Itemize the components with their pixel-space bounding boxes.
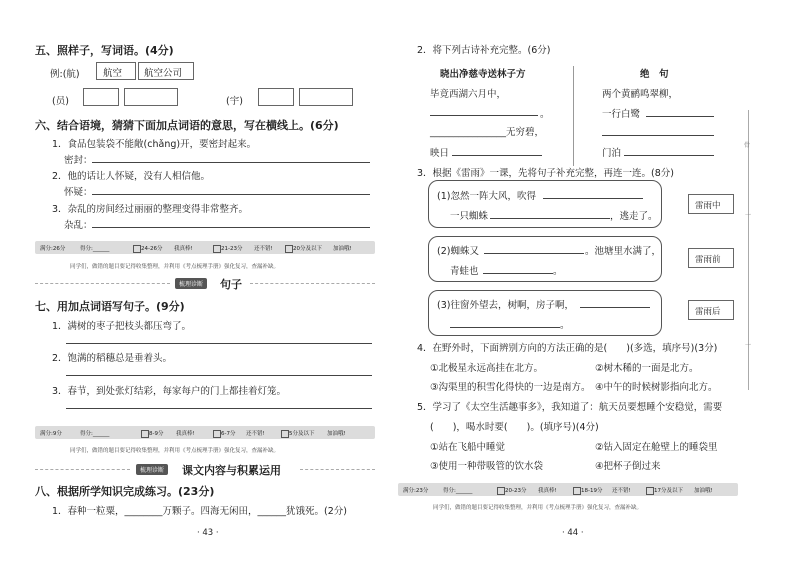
q8-item-1: 1．春种一粒粟，________万颗子。四海无闲田，______犹饿死。(2分) xyxy=(52,506,348,517)
q3-item-1-blank-2[interactable] xyxy=(490,218,610,219)
score-bar-1-opt-1-text: 我真棒! xyxy=(174,246,193,252)
q7-item-3: 3．春节，到处张灯结彩，每家每户的门上都挂着灯笼。 xyxy=(52,386,287,397)
spine-mark-1: 骨 xyxy=(744,142,751,149)
q5-answer-box-1[interactable] xyxy=(83,88,119,106)
score-bar-3-opt-3-text: 加油哦! xyxy=(694,488,713,494)
score-bar-2-check-3[interactable] xyxy=(281,430,289,438)
q7-item-1-answer-line[interactable] xyxy=(66,343,372,344)
banner-1-right-rule xyxy=(250,283,375,284)
banner-2-right-rule xyxy=(300,469,375,470)
right-page-number: · 44 · xyxy=(562,528,584,538)
q5r-opt-3: ③使用一种带吸管的饮水袋 xyxy=(430,461,544,472)
q5-char-2: (宇) xyxy=(226,96,243,107)
q3-item-3-line-2-end: 。 xyxy=(560,320,570,331)
q4-opt-1: ①北极星永远高挂在北方。 xyxy=(430,363,544,374)
score-bar-3-opt-2-text: 还不错! xyxy=(612,488,631,494)
poem-divider xyxy=(573,66,574,166)
banner-2-title: 课文内容与积累运用 xyxy=(182,464,281,477)
q4-opt-4: ④中午的时候树影指向北方。 xyxy=(595,382,718,393)
q5-char-1: (员) xyxy=(52,96,69,107)
q3-option-1: 雷雨中 xyxy=(695,201,721,211)
score-bar-1-check-3[interactable] xyxy=(285,245,293,253)
left-page-number: · 43 · xyxy=(197,528,219,538)
score-bar-1-score: 得分:______ xyxy=(80,246,110,252)
spine-mark-2: 一 xyxy=(745,212,752,219)
poem-2-line-2: 一行白鹭 xyxy=(602,109,641,120)
q7-title: 七、用加点词语写句子。(9分) xyxy=(35,300,185,313)
q3-title: 3．根据《雷雨》一课，先将句子补充完整，再连一连。(8分) xyxy=(417,168,675,179)
poem-1-line-4: 映日 xyxy=(430,148,450,159)
score-bar-1-check-1[interactable] xyxy=(133,245,141,253)
score-bar-2-opt-3: 5分及以下 xyxy=(289,431,315,437)
score-bar-2-check-1[interactable] xyxy=(141,430,149,438)
q3-option-3-box[interactable] xyxy=(688,300,734,320)
q3-item-2-blank-2[interactable] xyxy=(483,273,553,274)
q3-option-2: 雷雨前 xyxy=(695,255,721,265)
q3-option-2-box[interactable] xyxy=(688,248,734,268)
q8-title: 八、根据所学知识完成练习。(23分) xyxy=(35,485,215,498)
poem-2-line-4: 门泊 xyxy=(602,148,622,159)
q2-title: 2．将下列古诗补充完整。(6分) xyxy=(417,45,551,56)
banner-2-tag: 梳理诊断 xyxy=(136,464,168,475)
poem-2-title: 绝 句 xyxy=(640,69,669,80)
q6-item-1-answer-line[interactable] xyxy=(92,162,370,163)
q5r-opt-4: ④把杯子倒过来 xyxy=(595,461,661,472)
score-bar-2-opt-2-text: 还不错! xyxy=(246,431,265,437)
q5r-title-2: ( )，喝水时要( )。(填序号)(4分) xyxy=(430,422,599,433)
banner-1-left-rule xyxy=(35,283,170,284)
score-bar-2-score: 得分:______ xyxy=(80,431,110,437)
q5-answer-box-3[interactable] xyxy=(258,88,294,106)
q3-item-1-blank-1[interactable] xyxy=(543,198,643,199)
score-bar-3-opt-2: 18-19分 xyxy=(581,488,603,494)
score-bar-2-opt-1: 8-9分 xyxy=(149,431,164,437)
q3-item-2-line-2: 青蛙也 xyxy=(450,266,479,277)
q5-title: 五、照样子，写词语。(4分) xyxy=(35,44,174,57)
poem-1-line-2-blank[interactable] xyxy=(430,115,538,116)
score-bar-2-opt-1-text: 我真棒! xyxy=(176,431,195,437)
q3-item-2-line-2-end: 。 xyxy=(553,266,563,277)
q6-item-1-label: 密封： xyxy=(64,155,93,166)
q4-opt-3: ③沟渠里的积雪化得快的一边是南方。 xyxy=(430,382,591,393)
score-bar-3-opt-3: 17分及以下 xyxy=(654,488,683,494)
score-bar-3-check-1[interactable] xyxy=(497,487,505,495)
q3-item-1-line-1: (1)忽然一阵大风，吹得 xyxy=(437,191,536,202)
q6-item-2-sentence: 2．他的话让人怀疑，没有人相信他。 xyxy=(52,171,211,182)
poem-2-line-2-blank[interactable] xyxy=(646,116,714,117)
poem-2-line-3-blank[interactable] xyxy=(602,135,714,136)
q5-example-word-1: 航空 xyxy=(103,68,123,79)
q3-item-2-line-1-end: 。池塘里水满了， xyxy=(585,246,662,257)
score-bar-2-check-2[interactable] xyxy=(213,430,221,438)
score-bar-3-opt-1-text: 我真棒! xyxy=(538,488,557,494)
q4-opt-2: ②树木稀的一面是北方。 xyxy=(595,363,699,374)
score-bar-2-opt-2: 6-7分 xyxy=(221,431,236,437)
poem-1-line-1: 毕竟西湖六月中， xyxy=(430,89,507,100)
score-bar-1-opt-2-text: 还不错! xyxy=(254,246,273,252)
banner-1-tag: 梳理诊断 xyxy=(175,278,207,289)
q3-item-3-blank-1[interactable] xyxy=(580,307,650,308)
spine-mark-3: 一 xyxy=(745,342,752,349)
score-bar-3-opt-1: 20-23分 xyxy=(505,488,527,494)
poem-1-line-2-end: 。 xyxy=(540,109,550,120)
score-bar-1-note: 同学们，做错的题目要记得收集整理，并利用《考点梳理手册》强化复习，查漏补缺。 xyxy=(70,264,280,270)
q5r-title: 5．学习了《太空生活趣事多》，我知道了：航天员要想睡个安稳觉，需要 xyxy=(417,402,723,413)
q3-item-2-blank-1[interactable] xyxy=(484,253,584,254)
q6-item-2-answer-line[interactable] xyxy=(92,194,370,195)
score-bar-3-check-2[interactable] xyxy=(573,487,581,495)
q6-item-2-label: 怀疑： xyxy=(64,187,93,198)
banner-2-left-rule xyxy=(35,469,130,470)
score-bar-1-opt-3: 20分及以下 xyxy=(293,246,322,252)
q6-item-1-sentence: 1．食品包装袋不能敞(chǎng)开，要密封起来。 xyxy=(52,139,257,150)
q7-item-2-answer-line[interactable] xyxy=(66,375,372,376)
q3-item-2-line-1: (2)蜘蛛又 xyxy=(437,246,479,257)
score-bar-3-check-3[interactable] xyxy=(646,487,654,495)
q6-item-3-sentence: 3．杂乱的房间经过丽丽的整理变得非常整齐。 xyxy=(52,204,249,215)
poem-2-line-4-blank[interactable] xyxy=(624,155,714,156)
q6-item-3-label: 杂乱： xyxy=(64,220,93,231)
q3-item-3-line-1: (3)往窗外望去，树啊，房子啊， xyxy=(437,300,574,311)
q6-title: 六、结合语境，猜猜下面加点词语的意思，写在横线上。(6分) xyxy=(35,119,339,132)
q3-option-1-box[interactable] xyxy=(688,194,734,214)
q5-example-word-2: 航空公司 xyxy=(144,68,183,79)
q4-title: 4．在野外时，下面辨别方向的方法正确的是( )(多选，填序号)(3分) xyxy=(417,343,718,354)
score-bar-3-note: 同学们，做错的题目要记得收集整理，并利用《考点梳理手册》强化复习，查漏补缺。 xyxy=(433,505,643,511)
score-bar-1-opt-2: 21-23分 xyxy=(221,246,243,252)
score-bar-1-opt-3-text: 加油哦! xyxy=(333,246,352,252)
q5r-opt-1: ①站在飞船中睡觉 xyxy=(430,442,506,453)
score-bar-1-opt-1: 24-26分 xyxy=(141,246,163,252)
q6-item-3-answer-line[interactable] xyxy=(92,227,370,228)
q5-example-box-2 xyxy=(138,62,194,80)
score-bar-2-full: 满分:9分 xyxy=(40,431,62,437)
q7-item-1: 1．满树的枣子把枝头都压弯了。 xyxy=(52,321,192,332)
q5r-opt-2: ②钻入固定在舱壁上的睡袋里 xyxy=(595,442,718,453)
q7-item-3-answer-line[interactable] xyxy=(66,408,372,409)
poem-1-line-4-blank[interactable] xyxy=(452,155,542,156)
banner-1-title: 句子 xyxy=(220,278,242,291)
score-bar-2-note: 同学们，做错的题目要记得收集整理，并利用《考点梳理手册》强化复习，查漏补缺。 xyxy=(70,448,280,454)
poem-1-line-3: ________________无穷碧， xyxy=(430,127,545,138)
q3-option-3: 雷雨后 xyxy=(695,307,721,317)
poem-1-title: 晓出净慈寺送林子方 xyxy=(440,69,526,80)
q5-example-label: 例:(航) xyxy=(50,69,80,80)
score-bar-3-full: 满分:23分 xyxy=(403,488,429,494)
q3-item-1-line-2: 一只蜘蛛 xyxy=(450,211,489,222)
q3-item-3-blank-2[interactable] xyxy=(450,327,560,328)
score-bar-3-score: 得分:______ xyxy=(443,488,473,494)
q5-answer-box-2[interactable] xyxy=(124,88,178,106)
q3-item-1-line-2-end: ，逃走了。 xyxy=(610,211,658,222)
q5-answer-box-4[interactable] xyxy=(299,88,353,106)
score-bar-1-full: 满分:26分 xyxy=(40,246,66,252)
score-bar-2-opt-3-text: 加油哦! xyxy=(327,431,346,437)
poem-2-line-1: 两个黄鹂鸣翠柳， xyxy=(602,89,679,100)
score-bar-1-check-2[interactable] xyxy=(213,245,221,253)
q5-example-box-1 xyxy=(96,62,136,80)
q7-item-2: 2．饱满的稻穗总是垂着头。 xyxy=(52,353,173,364)
